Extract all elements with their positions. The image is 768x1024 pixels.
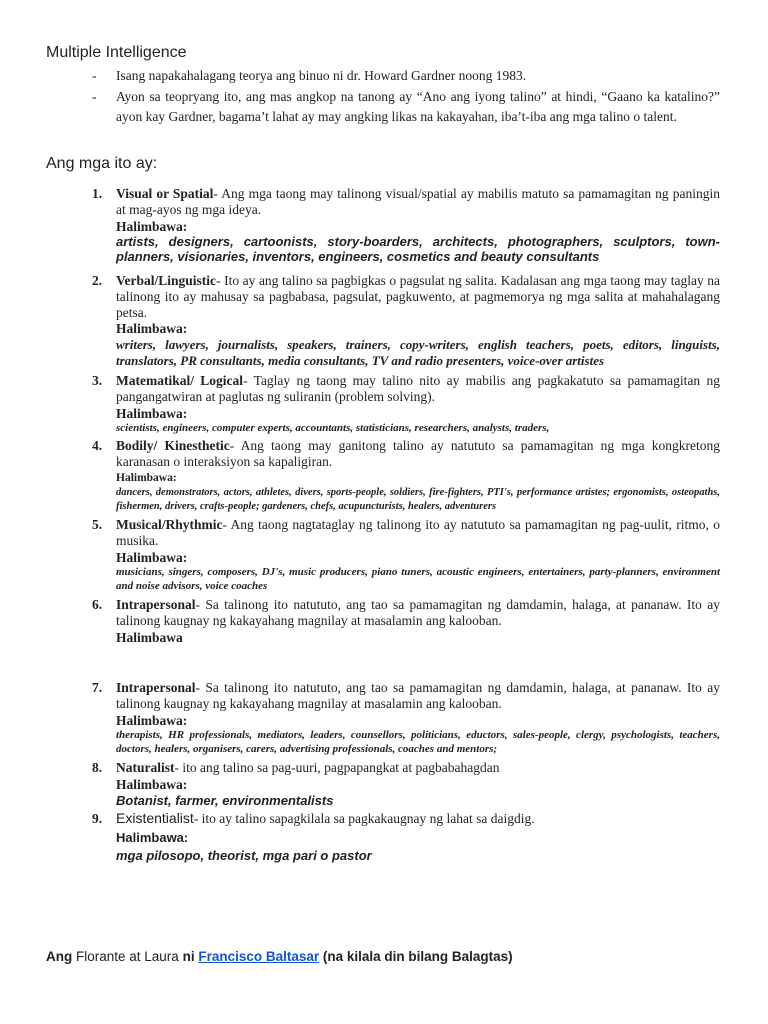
- item-term: Existentialist: [116, 810, 194, 826]
- example-list: dancers, demonstrators, actors, athletes, divers, sports-people, soldiers, fire-fighters, PTI's, performance artistes; ergonomists, osteopaths, fishermen, drivers, crafts-people; gardeners, chefs, acupuncturists, healers, adventurers: [116, 487, 720, 512]
- item-number: 2.: [92, 273, 103, 288]
- item-number: 7.: [92, 680, 103, 695]
- item-number: 8.: [92, 760, 103, 775]
- item-number: 5.: [92, 517, 103, 532]
- item-term: Matematikal/ Logical: [116, 373, 244, 388]
- item-description: [116, 811, 720, 827]
- author-link[interactable]: Francisco Baltasar: [198, 949, 320, 964]
- item-number: 4.: [92, 438, 103, 453]
- section-heading: Ang mga ito ay:: [46, 155, 158, 172]
- item-term: Visual or Spatial: [116, 186, 214, 201]
- item-description: [116, 680, 720, 712]
- example-label: Halimbawa:: [116, 321, 188, 337]
- example-label: Halimbawa:: [116, 776, 188, 792]
- item-term: Musical/Rhythmic: [116, 517, 223, 532]
- example-label: Halimbawa:: [116, 549, 188, 565]
- item-number: 1.: [92, 186, 103, 201]
- intro-point: [92, 87, 720, 126]
- bullet-dash: -: [92, 68, 97, 83]
- list-item: [92, 373, 720, 435]
- item-description: [116, 438, 720, 470]
- page-title: Multiple Intelligence: [46, 44, 187, 61]
- item-desc-text: - Ang taong nagtataglay ng talinong ito ay natututo sa pamamagitan ng pag-uulit, ritmo, o musika.: [116, 517, 720, 548]
- item-desc-text: - ito ang talino sa pag-uuri, pagpapangkat at pagbabahagdan: [174, 760, 500, 775]
- list-item: [92, 680, 720, 756]
- reference-lead: Ang: [46, 949, 73, 964]
- example-label: Halimbawa:: [116, 829, 189, 845]
- list-item: [92, 273, 720, 368]
- item-desc-text: - Ito ay ang talino sa pagbigkas o pagsulat ng salita. Kadalasan ang mga taong may taglay na talinong ito ay mahusay sa pagbabasa, pagsulat, pagkuwento, at pagmemorya ng mga salita at mahahalagang petsa.: [116, 273, 720, 320]
- bullet-dash: -: [92, 89, 97, 104]
- reference-by: ni: [182, 949, 199, 964]
- list-item: [92, 811, 720, 863]
- item-desc-text: - Ang taong may ganitong talino ay natututo sa pamamagitan ng mga kongkretong karanasan o interaksiyon sa kapaligiran.: [116, 438, 720, 469]
- example-list: therapists, HR professionals, mediators, leaders, counsellors, politicians, eductors, sales-people, clergy, psychologists, teachers, doctors, healers, organisers, carers, advertising professionals, coaches and mentors;: [116, 729, 720, 756]
- item-desc-text: - Sa talinong ito natututo, ang tao sa pamamagitan ng damdamin, halaga, at pananaw. Ito ay talinong kaugnay ng kakayahang magnilay at masalamin ang kalooban.: [116, 680, 720, 711]
- example-label: Halimbawa:: [116, 471, 177, 484]
- example-list: musicians, singers, composers, DJ's, music producers, piano tuners, acoustic engineers, entertainers, party-planners, environment and noise advisors, voice coaches: [116, 566, 720, 593]
- list-item: [92, 438, 720, 513]
- example-label: Halimbawa:: [116, 218, 188, 234]
- item-term: Naturalist: [116, 760, 175, 775]
- intro-point-text: Ayon sa teopryang ito, ang mas angkop na tanong ay “Ano ang iyong talino” at hindi, “Gaano ka katalino?” ayon kay Gardner, bagama’t lahat ay may angking likas na kakayahan, iba’t-iba ang mga talino o talent.: [116, 89, 720, 124]
- example-list: Botanist, farmer, environmentalists: [116, 792, 334, 808]
- item-description: [116, 517, 720, 549]
- item-description: [116, 186, 720, 218]
- item-description: [116, 373, 720, 405]
- example-label: Halimbawa:: [116, 405, 188, 421]
- item-desc-text: - Taglay ng taong may talino nito ay mabilis ang pagkakatuto sa pamamagitan ng pangangatwiran at paglutas ng suliranin (problem solving).: [116, 373, 720, 404]
- example-list: mga pilosopo, theorist, mga pari o pastor: [116, 847, 372, 863]
- item-description: [116, 760, 720, 776]
- item-term: Intrapersonal: [116, 680, 196, 695]
- item-desc-text: - ito ay talino sapagkilala sa pagkakaugnay ng lahat sa daigdig.: [193, 811, 535, 826]
- example-label: Halimbawa:: [116, 712, 188, 728]
- list-item: [92, 517, 720, 593]
- item-term: Bodily/ Kinesthetic: [116, 438, 230, 453]
- item-term: Verbal/Linguistic: [116, 273, 217, 288]
- item-term: Intrapersonal: [116, 597, 196, 612]
- item-number: 3.: [92, 373, 103, 388]
- list-item: [92, 597, 720, 645]
- intro-point: [92, 66, 720, 86]
- example-list: writers, lawyers, journalists, speakers, trainers, copy-writers, english teachers, poets, editors, linguists, translators, PR consultants, media consultants, TV and radio presenters, voice-over artistes: [116, 337, 720, 368]
- list-item: [92, 760, 720, 808]
- intro-point-text: Isang napakahalagang teorya ang binuo ni dr. Howard Gardner noong 1983.: [116, 68, 527, 83]
- example-label: Halimbawa: [116, 629, 183, 645]
- example-list: scientists, engineers, computer experts, accountants, statisticians, researchers, analysts, traders,: [116, 422, 550, 435]
- item-desc-text: - Sa talinong ito natututo, ang tao sa pamamagitan ng damdamin, halaga, at pananaw. Ito ay talinong kaugnay ng kakayahang magnilay at masalamin ang kalooban.: [116, 597, 720, 628]
- reference-work-title: Florante at Laura: [72, 949, 183, 964]
- reference-note: (na kilala din bilang Balagtas): [319, 949, 513, 964]
- reference-line: [46, 949, 513, 964]
- item-description: [116, 273, 720, 320]
- item-number: 6.: [92, 597, 103, 612]
- item-number: 9.: [92, 811, 103, 826]
- example-list: artists, designers, cartoonists, story-boarders, architects, photographers, sculptors, town-planners, visionaries, inventors, engineers, cosmetics and beauty consultants: [116, 234, 720, 265]
- item-description: [116, 597, 720, 629]
- list-item: [92, 186, 720, 264]
- item-desc-text: - Ang mga taong may talinong visual/spatial ay mabilis matuto sa pamamagitan ng paningin at mag-ayos ng mga ideya.: [116, 186, 720, 217]
